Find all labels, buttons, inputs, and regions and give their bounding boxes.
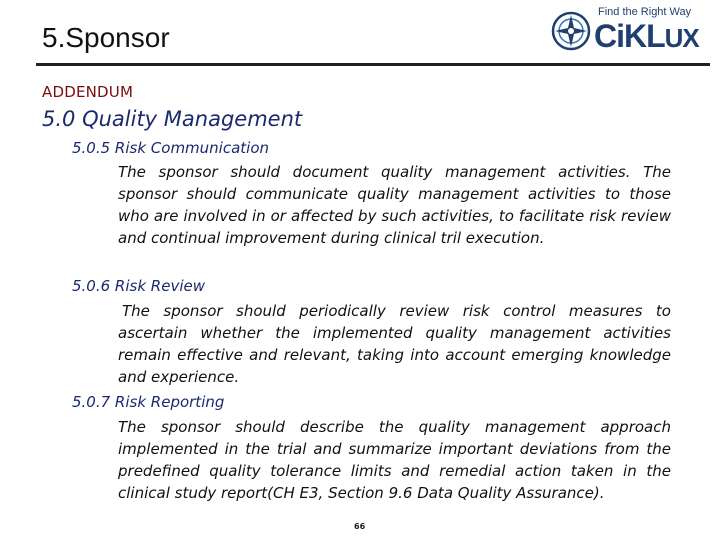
subsection-heading-risk-review: 5.0.6 Risk Review <box>72 277 205 295</box>
logo-brand-main: CiKL <box>594 18 665 54</box>
logo-brand-tail: UX <box>664 23 699 53</box>
paragraph-risk-review: The sponsor should periodically review risk control measures to ascertain whether the implemented quality management activities remain effective and relevant, taking into account emerging knowledge and experience. <box>118 302 671 386</box>
section-heading: 5.0 Quality Management <box>42 107 303 131</box>
slide-title: 5.Sponsor <box>42 22 170 53</box>
addendum-label: ADDENDUM <box>42 83 134 101</box>
logo-brand <box>594 18 699 55</box>
subsection-heading-risk-reporting: 5.0.7 Risk Reporting <box>72 393 225 411</box>
company-logo <box>550 4 710 58</box>
header-divider <box>36 63 710 66</box>
paragraph-risk-communication: The sponsor should document quality management activities. The sponsor should communicate quality management activities to those who are involved in or affected by such activities, to facilitate risk review and continual improvement during clinical tril execution. <box>118 163 671 247</box>
logo-tagline: Find the Right Way <box>598 6 692 18</box>
subsection-heading-risk-communication: 5.0.5 Risk Communication <box>72 139 270 157</box>
compass-emblem-icon <box>550 10 592 52</box>
page-number: 66 <box>354 522 366 531</box>
paragraph-risk-reporting: The sponsor should describe the quality management approach implemented in the trial and summarize important deviations from the predefined quality tolerance limits and remedial action taken in the clinical study report(CH E3, Section 9.6 Data Quality Assurance). <box>118 418 671 502</box>
